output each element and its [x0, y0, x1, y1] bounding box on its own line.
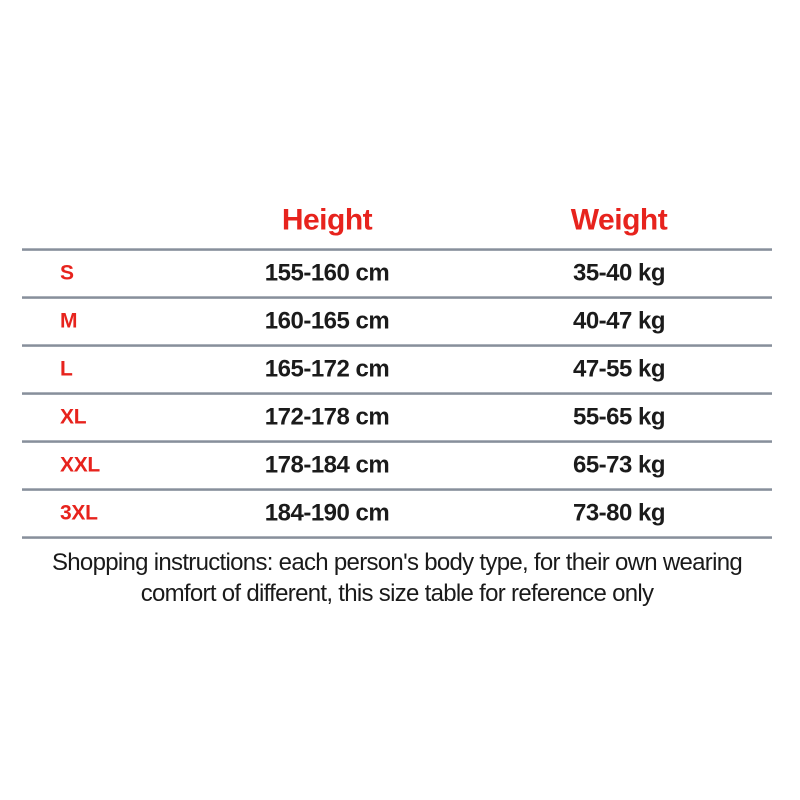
- height-cell: 184-190 cm: [264, 498, 390, 526]
- table-row: [22, 443, 772, 488]
- weight-cell: 65-73 kg: [572, 450, 666, 478]
- header-height: Height: [281, 203, 373, 237]
- height-cell: 172-178 cm: [264, 402, 390, 430]
- table-row: [22, 491, 772, 536]
- table-header-row: [22, 195, 772, 248]
- height-cell: 160-165 cm: [264, 306, 390, 334]
- header-weight: Weight: [570, 203, 668, 237]
- size-cell: M: [60, 309, 78, 333]
- weight-cell: 35-40 kg: [572, 258, 666, 286]
- size-cell: XL: [60, 405, 87, 429]
- table-row: [22, 347, 772, 392]
- table-row: [22, 395, 772, 440]
- shopping-instructions-line1: Shopping instructions: each person's body type, for their own wearing: [51, 549, 743, 576]
- weight-cell: 47-55 kg: [572, 354, 666, 382]
- weight-cell: 73-80 kg: [572, 498, 666, 526]
- size-cell: 3XL: [60, 501, 98, 525]
- size-chart-table: [22, 195, 772, 609]
- size-cell: S: [60, 261, 74, 285]
- weight-cell: 55-65 kg: [572, 402, 666, 430]
- table-divider: [22, 536, 772, 539]
- table-row: [22, 299, 772, 344]
- shopping-instructions-line2: comfort of different, this size table for reference only: [140, 580, 654, 607]
- table-row: [22, 251, 772, 296]
- weight-cell: 40-47 kg: [572, 306, 666, 334]
- height-cell: 165-172 cm: [264, 354, 390, 382]
- size-cell: XXL: [60, 453, 100, 477]
- height-cell: 178-184 cm: [264, 450, 390, 478]
- shopping-instructions: [22, 547, 772, 609]
- height-cell: 155-160 cm: [264, 258, 390, 286]
- size-cell: L: [60, 357, 73, 381]
